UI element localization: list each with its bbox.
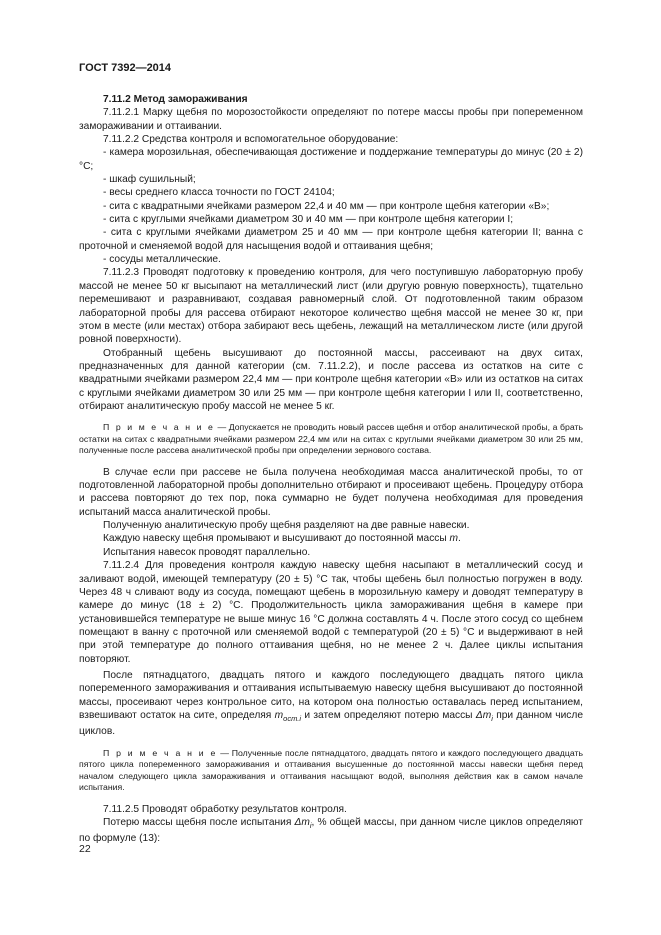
symbol-sub: ост.i [283,713,301,723]
symbol-m: m [274,709,284,721]
list-item: - сита с круглыми ячейками диаметром 30 и 40 мм — при контроле щебня категории I; [103,214,514,226]
paragraph: 7.11.2.1 Марку щебня по морозостойкости определяют по потере массы пробы при попеременном замораживании и оттаивании. [79,107,583,132]
paragraph: 7.11.2.4 Для проведения контроля каждую навеску щебня насыпают в металлический сосуд и заливают водой, имеющей температуру (20 ± 5) °С так, чтобы щебень был полностью погружен в воду. Через 48 ч сливают воду из сосуда, помещают щебень в морозильную камеру и доводят температуру в камере до минус (18 ± 2) °С. Продолжительность цикла замораживания щебня в камере при установившейся температуре не выше минус 16 °С должна составлять 4 ч. После этого сосуд со щебнем помещают в ванну с проточной или сменяемой водой с температурой (20 ± 5) °С и выдерживают в ней при этой температуре до полного оттаивания щебня, но не менее 2 ч. Далее циклы испытания повторяют. [79,560,583,665]
list-item: - сосуды металлические. [103,254,221,266]
note [79,748,583,794]
note-label: П р и м е ч а н и е [103,422,215,433]
note-text: — Полученные после пятнадцатого, двадцать пятого и каждого последующего двадцать пятого цикла попеременного замораживания и оттаивания высушенные до постоянной массы навески щебня перед началом следующего цикла замораживания и оттаивания насыщают водой, выполняя действия как в самом начале испытания. [79,747,583,793]
paragraph: 7.11.2.5 Проводят обработку результатов контроля. [103,803,347,815]
paragraph: Потерю массы щебня после испытания $\Delta m_i$, % общей массы, при данном числе циклов определяют по формуле (13): [79,817,583,845]
paragraph: В случае если при рассеве не была получена необходимая масса аналитической пробы, то от подготовленной лабораторной пробы дополнительно отбирают и просеивают щебень. Процедуру отбора и рассева повторяют до тех пор, пока суммарно не будет получена необходимая для проведения испытаний масса аналитической пробы. [79,466,583,518]
paragraph: Испытания навесок проводят параллельно. [103,546,311,558]
symbol-sub: i [491,713,493,723]
document-body [79,93,583,846]
list-item: - сита с квадратными ячейками размером 22,4 и 40 мм — при контроле щебня категории «В»; [103,200,550,212]
paragraph: Полученную аналитическую пробу щебня разделяют на две равные навески. [103,520,470,532]
paragraph: Каждую навеску щебня промывают и высушивают до постоянной массы m. [103,533,461,545]
list-item: - шкаф сушильный; [103,174,196,186]
symbol-sub: i [309,821,312,831]
document-header: ГОСТ 7392—2014 [79,62,172,74]
paragraph: 7.11.2.2 Средства контроля и вспомогательное оборудование: [103,134,399,146]
list-item: - весы среднего класса точности по ГОСТ 24104; [103,187,335,199]
paragraph: После пятнадцатого, двадцать пятого и каждого последующего двадцать пятого цикла попеременного замораживания и оттаивания испытываемую навеску щебня высушивают до постоянной массы, просеивают через контрольное сито, на котором она полностью оставалась перед испытанием, взвешивают остаток на сите, определяя $m_{ост.i}$ и затем определяют потерю массы $\Delta m_i$ при данном числе циклов. [79,669,583,738]
list-item: - сита с круглыми ячейками диаметром 25 и 40 мм — при контроле щебня категории II; ванна с проточной и сменяемой водой для насыщения водой и оттаивания щебня; [79,227,583,252]
note-label: П р и м е ч а н и е [103,747,218,758]
symbol-delta-m: Δm [475,709,492,721]
paragraph: Отобранный щебень высушивают до постоянной массы, рассеивают на двух ситах, предназначенных для данной категории (см. 7.11.2.2), и после рассева из остатков на сите с квадратными ячейками размером 22,4 мм — при контроле щебня категории «В» или из остатков на ситах с круглыми ячейками диаметром 30 или 25 мм — при контроле щебня категории I или II, соответственно, отбирают аналитическую пробу массой не менее 5 кг. [79,347,583,412]
paragraph: 7.11.2.3 Проводят подготовку к проведению контроля, для чего поступившую лабораторную пробу массой не менее 50 кг высыпают на металлический лист (или другую ровную поверхность), тщательно перемешивают и разравнивают, создавая равномерный слой. От подготовленной таким образом лабораторной пробы для рассева отбирают некоторое количество щебня массой не менее 30 кг, при этом в месте (или местах) отбора забирают весь щебень, лежащий на металлическом листе (или другой ровной поверхности). [79,267,583,346]
symbol-m: m [449,533,459,545]
note [79,422,583,457]
note-text: — Допускается не проводить новый рассев щебня и отбор аналитической пробы, а брать остатки на ситах с квадратными ячейками размером 22,4 мм или на ситах с круглыми ячейками диаметром 30 или 25 мм, полученные после рассева аналитической пробы при определении зернового состава. [79,422,583,456]
list-item: - камера морозильная, обеспечивающая достижение и поддержание температуры до минус (20 ± 2) °С; [79,147,583,172]
symbol-delta-m: Δm [294,817,310,828]
page-number: 22 [79,843,91,855]
section-heading: 7.11.2 Метод замораживания [103,94,248,105]
